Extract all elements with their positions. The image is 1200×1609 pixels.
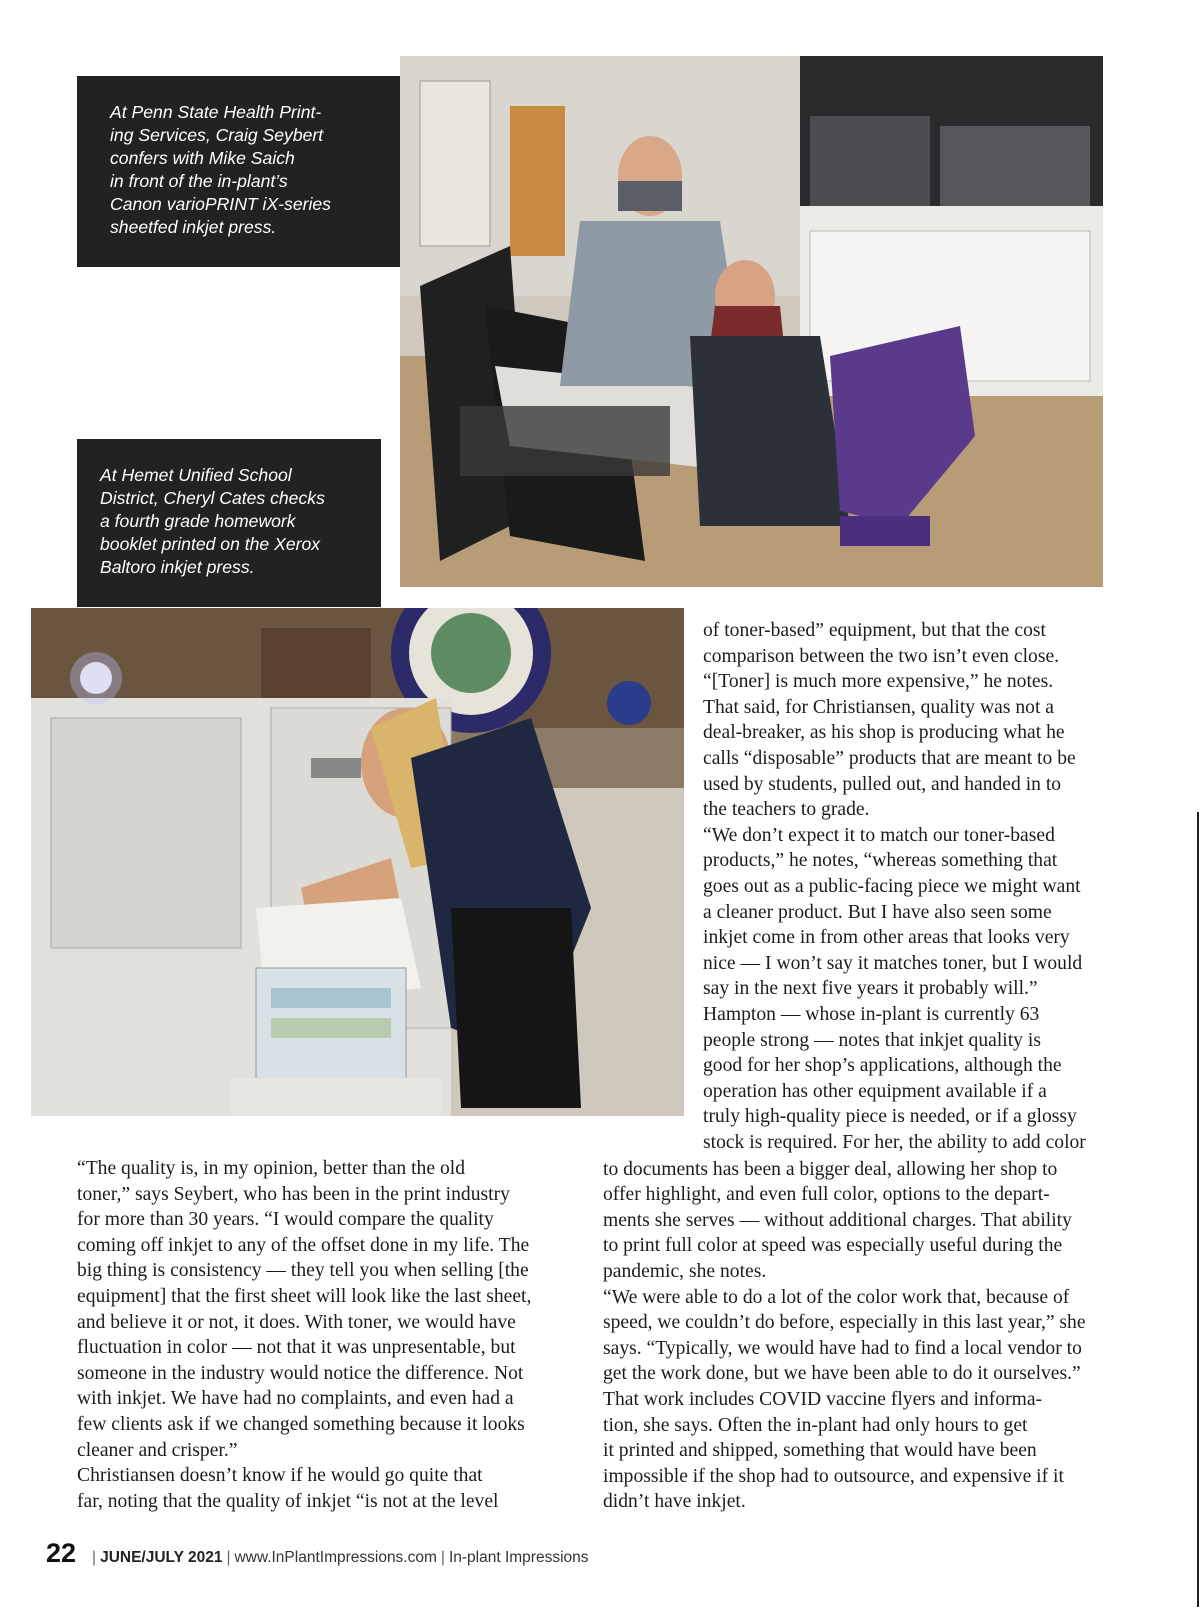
- article-line: of toner-based” equipment, but that the cost: [703, 620, 1046, 641]
- article-line: operation has other equipment available if a: [703, 1080, 1047, 1102]
- article-line: “We don’t expect it to match our toner-based: [703, 824, 1055, 846]
- article-line: far, noting that the quality of inkjet “is not at the level: [77, 1490, 499, 1512]
- article-line: impossible if the shop had to outsource, and expensive if it: [603, 1465, 1064, 1487]
- article-line: the teachers to grade.: [703, 799, 870, 821]
- caption-line: Canon varioPRINT iX-series: [110, 194, 331, 214]
- article-line: offer highlight, and even full color, options to the depart-: [603, 1184, 1050, 1206]
- article-line: That work includes COVID vaccine flyers and informa-: [603, 1388, 1043, 1410]
- article-line: it printed and shipped, something that would have been: [603, 1440, 1037, 1462]
- press-operators-photo: [400, 56, 1103, 587]
- caption-line: District, Cheryl Cates checks: [100, 488, 325, 508]
- article-line: with inkjet. We have had no complaints, and even had a: [77, 1388, 514, 1410]
- footer-separator: |: [226, 1549, 231, 1566]
- caption-line: At Penn State Health Print-: [110, 102, 322, 122]
- article-line: “We were able to do a lot of the color work that, because of: [603, 1286, 1070, 1308]
- article-line: a cleaner product. But I have also seen some: [703, 901, 1052, 923]
- article-column-right-bottom: [603, 1131, 1086, 1515]
- website-link[interactable]: www.InPlantImpressions.com: [234, 1549, 437, 1566]
- caption-line: booklet printed on the Xerox: [100, 534, 321, 554]
- article-line: inkjet come in from other areas that looks very: [703, 927, 1070, 949]
- article-line: “[Toner] is much more expensive,” he notes.: [703, 671, 1054, 693]
- article-line: people strong — notes that inkjet quality is: [703, 1029, 1041, 1051]
- article-line: goes out as a public-facing piece we might want: [703, 875, 1081, 897]
- article-line: to documents has been a bigger deal, allowing her shop to: [603, 1158, 1058, 1180]
- article-line: cleaner and crisper.”: [77, 1439, 238, 1461]
- article-line: ments she serves — without additional charges. That ability: [603, 1209, 1072, 1231]
- article-line: truly high-quality piece is needed, or if a glossy: [703, 1106, 1077, 1128]
- article-line: Christiansen doesn’t know if he would go quite that: [77, 1465, 483, 1487]
- article-line: pandemic, she notes.: [603, 1260, 767, 1282]
- caption-line: ing Services, Craig Seybert: [110, 125, 324, 145]
- booklet-inspection-photo: [31, 608, 684, 1116]
- article-line: nice — I won’t say it matches toner, but I would: [703, 952, 1083, 974]
- article-line: [603, 1131, 1086, 1157]
- caption-line: sheetfed inkjet press.: [110, 217, 277, 237]
- photo-caption-penn-state: [77, 76, 400, 267]
- article-line: That said, for Christiansen, quality was not a: [703, 696, 1054, 718]
- article-line: calls “disposable” products that are meant to be: [703, 747, 1076, 769]
- article-line: speed, we couldn’t do before, especially in this last year,” she: [603, 1312, 1086, 1334]
- article-line: comparison between the two isn’t even close.: [703, 645, 1060, 667]
- article-line: for more than 30 years. “I would compare the quality: [77, 1209, 494, 1231]
- article-line: used by students, pulled out, and handed in to: [703, 773, 1062, 795]
- caption-line: confers with Mike Saich: [110, 148, 295, 168]
- article-line: stock is required. For her, the ability to add color: [703, 1131, 1086, 1153]
- article-line: Hampton — whose in-plant is currently 63: [703, 1003, 1040, 1025]
- article-line: fluctuation in color — not that it was unpresentable, but: [77, 1337, 516, 1359]
- caption-line: At Hemet Unified School: [100, 465, 292, 485]
- article-line: and believe it or not, it does. With toner, we would have: [77, 1311, 516, 1333]
- article-line: deal-breaker, as his shop is producing what he: [703, 722, 1065, 744]
- article-line: equipment] that the first sheet will look like the last sheet,: [77, 1285, 532, 1307]
- article-line: “The quality is, in my opinion, better than the old: [77, 1158, 465, 1179]
- article-line: to print full color at speed was especially useful during the: [603, 1235, 1063, 1257]
- caption-line: in front of the in-plant’s: [110, 171, 288, 191]
- caption-line: a fourth grade homework: [100, 511, 296, 531]
- article-line: coming off inkjet to any of the offset done in my life. The: [77, 1234, 530, 1256]
- article-line: few clients ask if we changed something because it looks: [77, 1413, 525, 1435]
- article-line: didn’t have inkjet.: [603, 1491, 746, 1513]
- article-line: say in the next five years it probably will.”: [703, 978, 1038, 1000]
- article-line: get the work done, but we have been able to do it ourselves.”: [603, 1363, 1081, 1385]
- article-line: tion, she says. Often the in-plant had only hours to get: [603, 1414, 1028, 1436]
- article-column-left: [77, 1156, 531, 1514]
- article-line: says. “Typically, we would have had to find a local vendor to: [603, 1337, 1082, 1359]
- caption-line: Baltoro inkjet press.: [100, 557, 255, 577]
- page-number: 22: [46, 1538, 77, 1568]
- article-line: someone in the industry would notice the difference. Not: [77, 1362, 524, 1384]
- publication-name: In-plant Impressions: [448, 1549, 589, 1566]
- page-edge-rule: [1197, 812, 1199, 1607]
- article-line: big thing is consistency — they tell you when selling [the: [77, 1260, 529, 1282]
- photo-caption-hemet: [77, 439, 381, 607]
- article-line: products,” he notes, “whereas something that: [703, 850, 1058, 872]
- article-line: toner,” says Seybert, who has been in the print industry: [77, 1183, 510, 1205]
- issue-date: JUNE/JULY 2021: [100, 1549, 223, 1566]
- page-footer: [46, 1538, 589, 1569]
- footer-separator: |: [92, 1549, 97, 1566]
- footer-separator: |: [440, 1549, 445, 1566]
- article-column-right-top: [703, 618, 1086, 1155]
- article-line: good for her shop’s applications, although the: [703, 1055, 1062, 1077]
